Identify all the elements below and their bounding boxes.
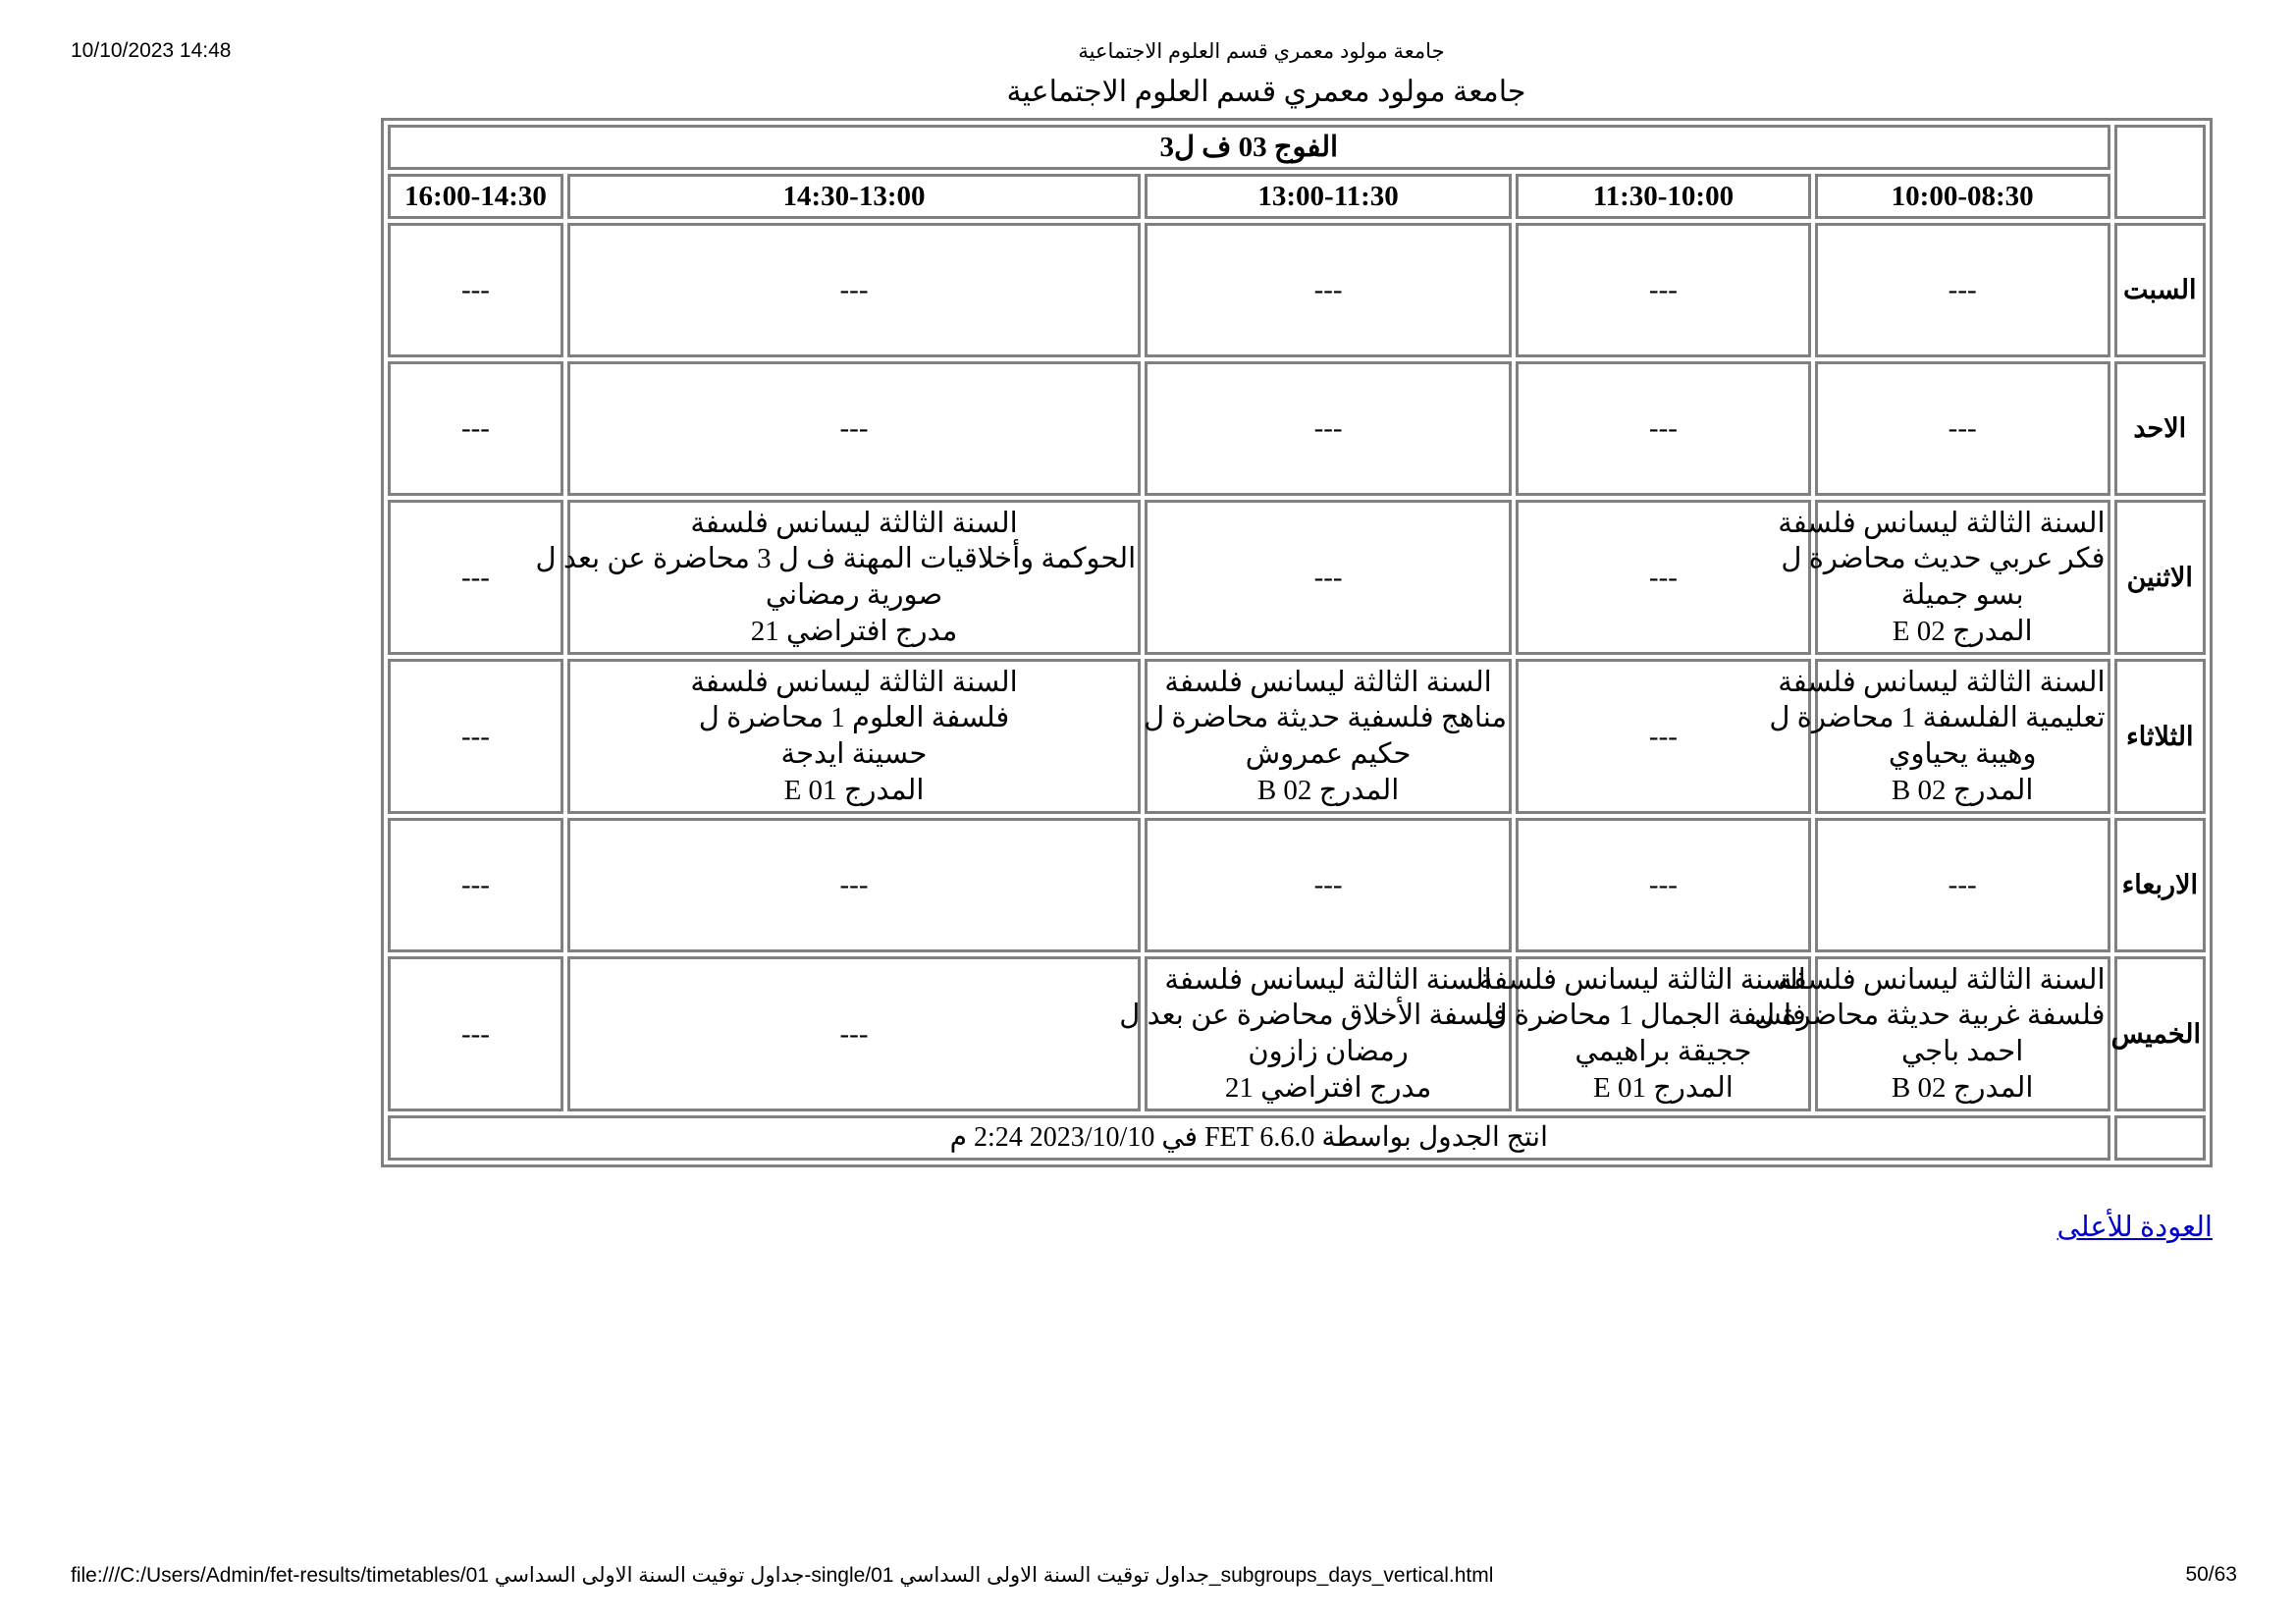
schedule-cell	[1145, 500, 1512, 655]
day-row	[388, 659, 2206, 814]
cell-course-name: فكر عربي حديث محاضرة ل	[1781, 543, 2106, 575]
schedule-cell	[1516, 223, 1811, 357]
cell-course-name: فلسفة الجمال 1 محاضرة ل	[1486, 1000, 1806, 1032]
cell-empty-marker: ---	[460, 412, 490, 445]
cell-empty-marker: ---	[1313, 412, 1343, 445]
cell-empty-marker: ---	[839, 1017, 869, 1050]
cell-empty-marker: ---	[1313, 561, 1343, 593]
schedule-cell	[1516, 361, 1811, 496]
cell-empty-marker: ---	[1648, 720, 1678, 752]
schedule-cell	[1145, 659, 1512, 814]
day-row	[388, 956, 2206, 1111]
time-slot-header: 14:30-13:00	[567, 174, 1141, 219]
cell-room: المدرج E 01	[783, 774, 925, 806]
cell-empty-marker: ---	[1648, 869, 1678, 901]
schedule-cell	[1478, 956, 1811, 1111]
schedule-cell	[1815, 223, 2110, 357]
schedule-cell	[1778, 500, 2110, 655]
day-row	[388, 500, 2206, 655]
back-to-top-link[interactable]: العودة للأعلى	[2056, 1212, 2213, 1243]
schedule-cell	[1815, 818, 2110, 952]
time-slot-header: 13:00-11:30	[1145, 174, 1512, 219]
schedule-cell	[1516, 500, 1811, 655]
cell-room: المدرج E 02	[1892, 615, 2033, 647]
print-footer-page-number: 50/63	[2185, 1563, 2237, 1586]
generated-note: انتج الجدول بواسطة FET 6.6.0 في 2023/10/10 2:24 م	[388, 1115, 2110, 1161]
cell-empty-marker: ---	[1948, 412, 1977, 445]
cell-empty-marker: ---	[1948, 274, 1977, 306]
cell-course-level: السنة الثالثة ليسانس فلسفة	[1778, 666, 2106, 698]
day-row	[388, 818, 2206, 952]
day-header: السبت	[2114, 223, 2206, 357]
cell-empty-marker: ---	[460, 274, 490, 306]
cell-course-name: فلسفة غربية حديثة محاضرة ل	[1753, 1000, 2106, 1032]
cell-course-name: مناهج فلسفية حديثة محاضرة ل	[1144, 702, 1508, 734]
schedule-cell	[1516, 659, 1811, 814]
schedule-cell	[1516, 818, 1811, 952]
schedule-cell	[1145, 818, 1512, 952]
cell-course-level: السنة الثالثة ليسانس فلسفة	[690, 507, 1018, 539]
day-header: الاثنين	[2114, 500, 2206, 655]
schedule-cell	[567, 659, 1141, 814]
time-slot-row	[388, 174, 2206, 219]
cell-room: مدرج افتراضي 21	[750, 615, 958, 647]
cell-teacher: رمضان زازون	[1248, 1036, 1409, 1067]
schedule-cell	[567, 956, 1141, 1111]
day-header: الخميس	[2114, 956, 2206, 1111]
cell-course-name: فلسفة العلوم 1 محاضرة ل	[698, 702, 1010, 734]
cell-teacher: احمد باجي	[1901, 1036, 2024, 1067]
cell-empty-marker: ---	[460, 869, 490, 901]
cell-teacher: حسينة ايدجة	[780, 738, 928, 770]
cell-empty-marker: ---	[839, 274, 869, 306]
print-footer-url: file:///C:/Users/Admin/fet-results/timetables/01 جداول توقيت السنة الاولى السداسي-single/01 جداول توقيت السنة الاولى السداسي_subgroups_days_vertical.html	[71, 1564, 1494, 1587]
cell-room: المدرج E 01	[1592, 1071, 1734, 1104]
cell-empty-marker: ---	[1313, 274, 1343, 306]
schedule-cell	[388, 818, 563, 952]
time-slot-header: 11:30-10:00	[1516, 174, 1811, 219]
cell-teacher: بسو جميلة	[1900, 579, 2024, 611]
cell-course-name: فلسفة الأخلاق محاضرة عن بعد ل	[1119, 1000, 1508, 1032]
cell-room: المدرج B 02	[1891, 774, 2034, 806]
day-header: الاربعاء	[2114, 818, 2206, 952]
print-header-datetime: 10/10/2023 14:48	[71, 39, 232, 62]
day-header: الاحد	[2114, 361, 2206, 496]
cell-course-level: السنة الثالثة ليسانس فلسفة	[1164, 963, 1492, 996]
footer-corner-cell	[2114, 1115, 2206, 1161]
time-slot-header: 10:00-08:30	[1815, 174, 2110, 219]
schedule-cell	[567, 818, 1141, 952]
timetable-body	[388, 223, 2206, 1111]
cell-course-level: السنة الثالثة ليسانس فلسفة	[1164, 666, 1492, 698]
cell-empty-marker: ---	[460, 1017, 490, 1050]
cell-room: المدرج B 02	[1891, 1071, 2034, 1104]
schedule-cell	[388, 223, 563, 357]
timetable	[381, 118, 2213, 1167]
schedule-cell	[388, 659, 563, 814]
cell-teacher: صورية رمضاني	[765, 579, 943, 611]
cell-empty-marker: ---	[839, 412, 869, 445]
cell-empty-marker: ---	[1313, 869, 1343, 901]
cell-empty-marker: ---	[1648, 412, 1678, 445]
corner-cell	[2114, 125, 2206, 219]
cell-empty-marker: ---	[1648, 561, 1678, 593]
time-slot-header: 16:00-14:30	[388, 174, 563, 219]
cell-course-level: السنة الثالثة ليسانس فلسفة	[1478, 963, 1806, 996]
cell-course-level: السنة الثالثة ليسانس فلسفة	[1778, 963, 2106, 996]
cell-empty-marker: ---	[839, 869, 869, 901]
schedule-cell	[1145, 223, 1512, 357]
day-header: الثلاثاء	[2114, 659, 2206, 814]
day-row	[388, 361, 2206, 496]
schedule-cell	[388, 956, 563, 1111]
timetable-container	[381, 118, 2213, 1154]
cell-course-level: السنة الثالثة ليسانس فلسفة	[690, 666, 1018, 698]
cell-course-name: الحوكمة وأخلاقيات المهنة ف ل 3 محاضرة عن بعد ل	[535, 543, 1137, 575]
cell-empty-marker: ---	[1948, 869, 1977, 901]
cell-empty-marker: ---	[1648, 274, 1678, 306]
schedule-cell	[567, 223, 1141, 357]
schedule-cell	[535, 500, 1141, 655]
cell-teacher: حكيم عمروش	[1245, 738, 1412, 770]
schedule-cell	[567, 361, 1141, 496]
schedule-cell	[388, 500, 563, 655]
schedule-cell	[1769, 659, 2110, 814]
schedule-cell	[388, 361, 563, 496]
cell-teacher: وهيبة يحياوي	[1888, 738, 2037, 770]
cell-course-name: تعليمية الفلسفة 1 محاضرة ل	[1769, 702, 2106, 734]
group-title: الفوج 03 ف ل3	[388, 125, 2110, 170]
schedule-cell	[1145, 361, 1512, 496]
cell-course-level: السنة الثالثة ليسانس فلسفة	[1778, 507, 2106, 539]
cell-empty-marker: ---	[460, 561, 490, 593]
cell-teacher: ججيقة براهيمي	[1575, 1036, 1752, 1067]
print-header-title: جامعة مولود معمري قسم العلوم الاجتماعية	[1078, 40, 1445, 63]
cell-empty-marker: ---	[460, 720, 490, 752]
cell-room: المدرج B 02	[1256, 774, 1400, 806]
cell-room: مدرج افتراضي 21	[1224, 1071, 1432, 1104]
day-row	[388, 223, 2206, 357]
page-title: جامعة مولود معمري قسم العلوم الاجتماعية	[1006, 76, 1526, 108]
schedule-cell	[1753, 956, 2110, 1111]
schedule-cell	[1815, 361, 2110, 496]
schedule-cell	[1119, 956, 1512, 1111]
